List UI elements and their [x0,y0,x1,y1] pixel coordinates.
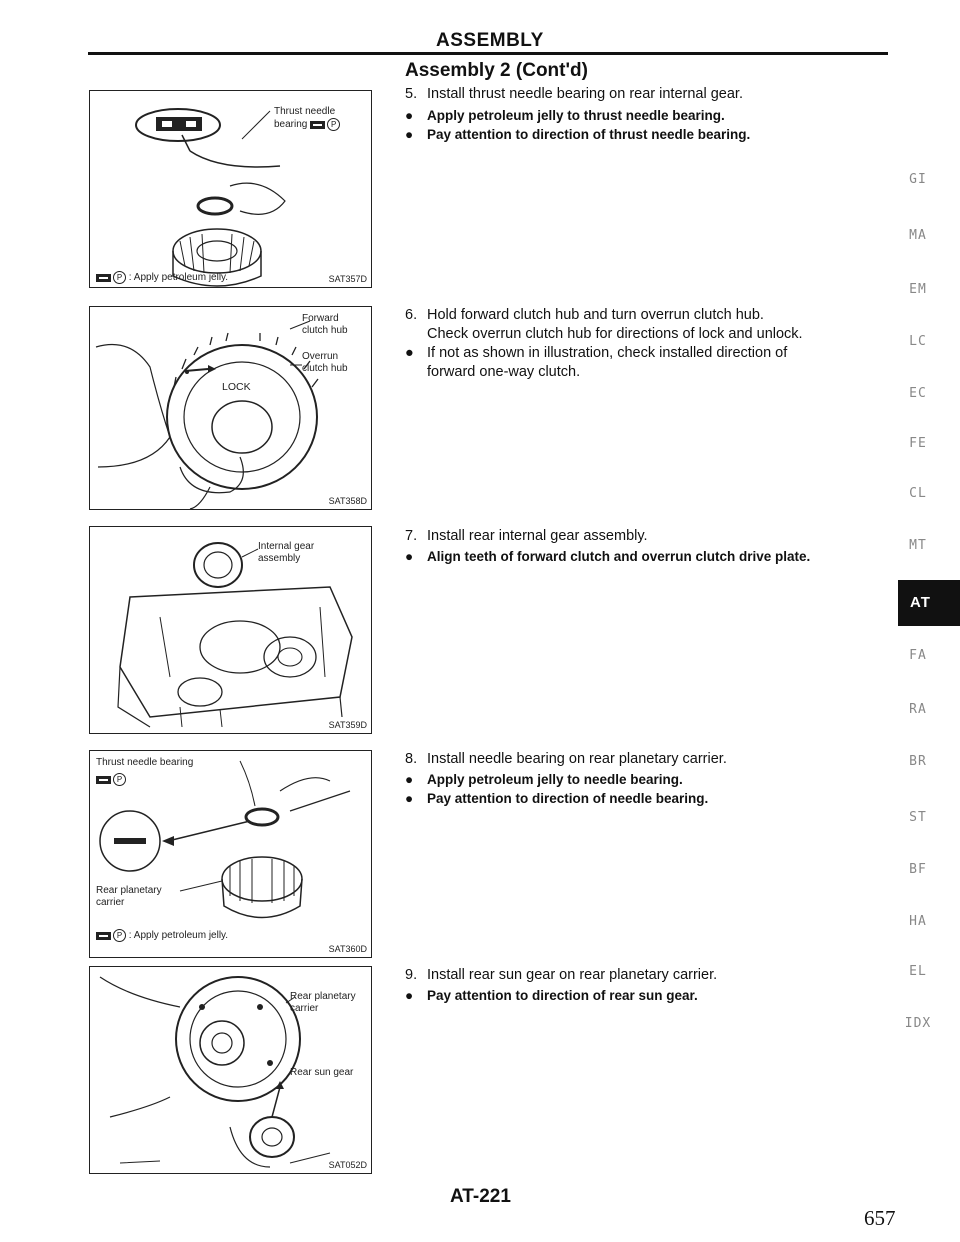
bullet-text: Pay attention to direction of rear sun gear. [427,988,698,1003]
sidebar-tab-ma[interactable]: MA [909,228,927,243]
bullet-text: Pay attention to direction of thrust needle bearing. [427,127,751,142]
step-text: Install rear sun gear on rear planetary carrier. [427,967,718,983]
step-text: Install needle bearing on rear planetary carrier. [427,751,727,767]
sidebar-tab-em[interactable]: EM [909,282,927,297]
figure-code: SAT052D [328,1160,367,1170]
step-text: Install rear internal gear assembly. [427,528,648,544]
sidebar-tab-ec[interactable]: EC [909,386,927,401]
step-number: 6. [405,307,418,323]
sidebar-tab-lc[interactable]: LC [909,334,927,349]
sidebar-tab-at[interactable]: AT [898,580,960,626]
callout-carrier: carrier [290,1003,319,1014]
step-7-bullet-1 [405,548,895,566]
petroleum-jelly-icon [96,274,111,282]
bullet-text: If not as shown in illustration, check installed direction of [427,345,788,361]
page-number: 657 [864,1206,896,1230]
figure-1-legend [96,271,228,284]
legend-text: : Apply petroleum jelly. [128,272,229,284]
step-8-bullet-2 [405,790,895,808]
sidebar-tab-gi[interactable]: GI [909,172,927,187]
bullet-dot: ● [405,345,414,361]
sidebar-tab-fe[interactable]: FE [909,436,927,451]
step-8 [405,750,890,768]
sidebar-tab-br[interactable]: BR [909,754,927,769]
callout-forward-clutch-hub: clutch hub [302,325,348,336]
step-number: 9. [405,967,418,983]
sidebar-tab-cl[interactable]: CL [909,486,927,501]
bullet-text: forward one-way clutch. [427,364,581,380]
bullet-dot: ● [405,108,414,123]
step-text-line-1: Hold forward clutch hub and turn overrun clutch hub. [427,307,764,323]
step-text: Install thrust needle bearing on rear internal gear. [427,86,743,102]
section-page-code: AT-221 [450,1186,511,1207]
figure-4-illustration [90,751,373,959]
callout-lock: LOCK [222,381,251,393]
step-9 [405,966,890,984]
figure-thrust-needle-bearing [89,90,372,288]
figure-internal-gear-assembly [89,526,372,734]
bullet-text: Align teeth of forward clutch and overrun clutch drive plate. [427,549,811,564]
legend-text: : Apply petroleum jelly. [128,930,229,942]
callout-overrun-clutch-hub: clutch hub [302,363,348,374]
callout-overrun: Overrun [302,351,339,362]
jelly-symbol [96,773,126,786]
callout-thrust-needle-bearing: Thrust needle bearing [96,757,194,768]
step-5-bullet-1 [405,107,895,125]
bullet-dot: ● [405,772,414,787]
sidebar-tab-idx[interactable]: IDX [904,1016,932,1031]
p-symbol-icon: P [113,929,126,942]
bullet-dot: ● [405,791,414,806]
callout-bearing-text: bearing [274,119,308,131]
figure-code: SAT358D [328,496,367,506]
sidebar-tab-bf[interactable]: BF [909,862,927,877]
step-6-bullet-1-cont [405,363,895,381]
callout-rear-sun-gear: Rear sun gear [290,1067,354,1078]
callout-carrier: carrier [96,897,125,908]
bullet-text: Apply petroleum jelly to thrust needle bearing. [427,108,725,123]
figure-3-illustration [90,527,373,735]
header-rule [88,52,888,55]
figure-rear-planetary-bearing [89,750,372,958]
step-8-bullet-1 [405,771,895,789]
step-5 [405,85,890,103]
petroleum-jelly-icon [310,121,325,129]
step-number: 7. [405,528,418,544]
petroleum-jelly-icon [96,932,111,940]
step-7 [405,527,890,545]
callout-assembly: assembly [258,553,301,564]
step-number: 5. [405,86,418,102]
figure-2-illustration [90,307,373,511]
figure-4-legend [96,929,228,942]
sidebar-tab-ha[interactable]: HA [909,914,927,929]
step-6 [405,306,890,324]
sidebar-tab-mt[interactable]: MT [909,538,927,553]
bullet-text: Apply petroleum jelly to needle bearing. [427,772,683,787]
bullet-dot: ● [405,127,414,142]
p-symbol-icon: P [113,271,126,284]
step-text-line-2: Check overrun clutch hub for directions of lock and unlock. [427,326,803,342]
figure-clutch-hub-lock [89,306,372,510]
callout-bearing [274,118,340,131]
step-6-line-2 [405,325,890,343]
sidebar-tab-ra[interactable]: RA [909,702,927,717]
figure-code: SAT357D [328,274,367,284]
callout-internal-gear: Internal gear [258,541,315,552]
callout-forward: Forward [302,313,339,324]
page-subtitle: Assembly 2 (Cont'd) [405,60,588,81]
callout-thrust-needle: Thrust needle [274,106,336,117]
section-title: ASSEMBLY [436,30,544,51]
p-symbol-icon: P [113,773,126,786]
step-5-bullet-2 [405,126,895,144]
callout-rear-planetary: Rear planetary [290,991,356,1002]
bullet-dot: ● [405,988,414,1003]
step-6-bullet-1 [405,344,895,362]
bullet-text: Pay attention to direction of needle bearing. [427,791,709,806]
figure-code: SAT360D [328,944,367,954]
figure-code: SAT359D [328,720,367,730]
bullet-dot: ● [405,549,414,564]
step-number: 8. [405,751,418,767]
sidebar-tab-el[interactable]: EL [909,964,927,979]
sidebar-tab-fa[interactable]: FA [909,648,927,663]
figure-rear-sun-gear [89,966,372,1174]
sidebar-tab-st[interactable]: ST [909,810,927,825]
p-symbol-icon: P [327,118,340,131]
step-9-bullet-1 [405,987,895,1005]
callout-rear-planetary: Rear planetary [96,885,162,896]
petroleum-jelly-icon [96,776,111,784]
